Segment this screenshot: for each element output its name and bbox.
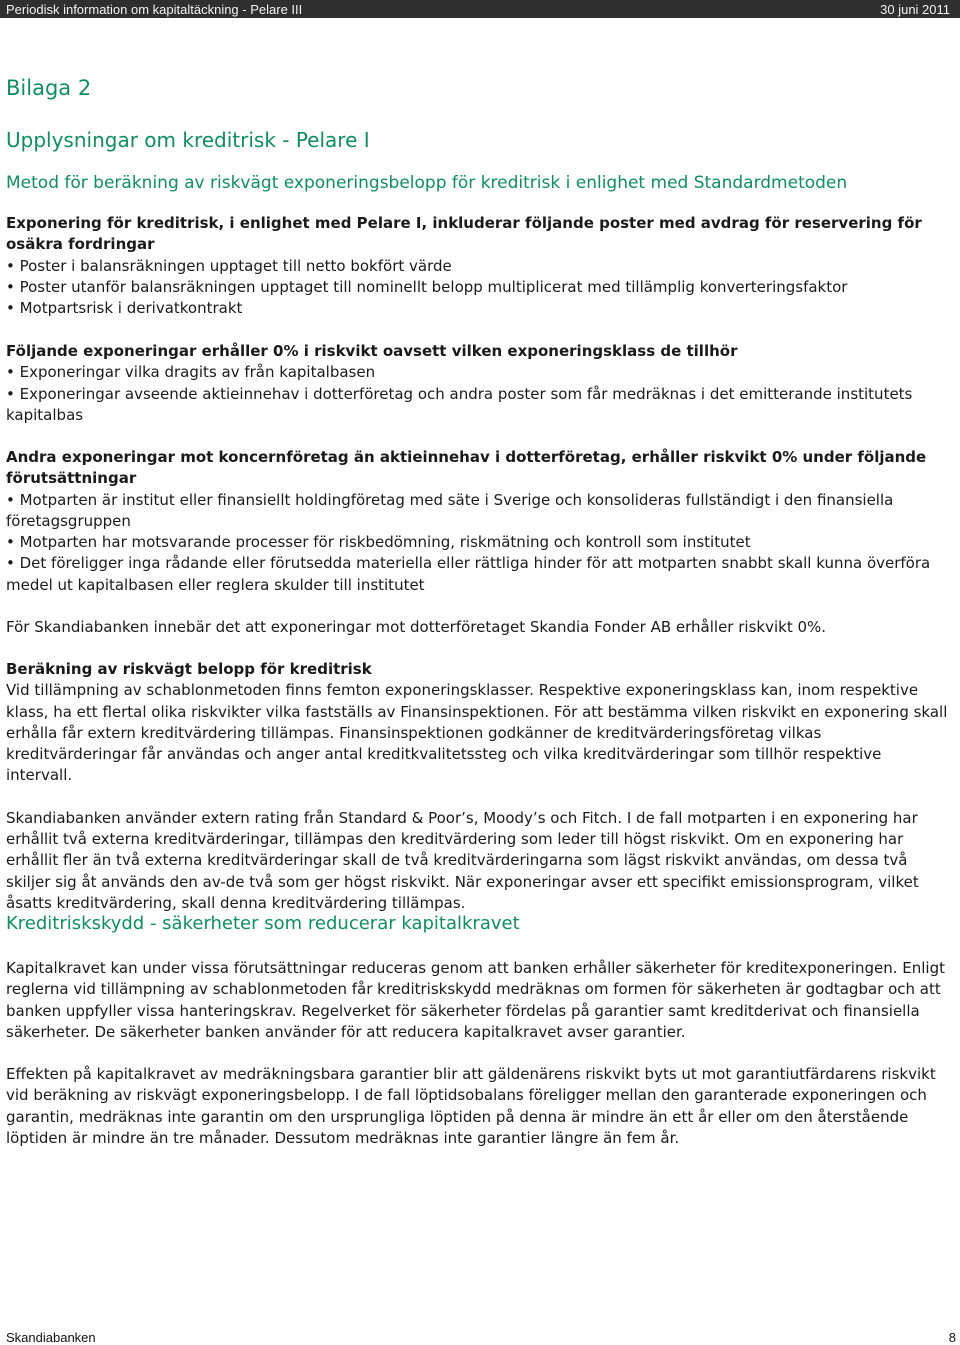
list-item: • Poster utanför balansräkningen upptaget till nominellt belopp multiplicerat med tillämplig konverteringsfaktor bbox=[6, 277, 848, 296]
kreditriskskydd-paragraph-2: Effekten på kapitalkravet av medräkningsbara garantier blir att gäldenärens riskvikt byts ut mot garantiutfärdarens riskvikt vid beräkning av riskvägt exponeringsbelopp. I de fall löptidsobalans föreligger mellan den garanterade exponeringen och garantin, medräknas inte garantin om den ursprungliga löptiden på denna är mindre än ett år eller om den återstående löptiden är mindre än tre månader. Dessutom medräknas inte garantier längre än fem år. bbox=[6, 1065, 936, 1148]
group-exposure-title: Andra exponeringar mot koncernföretag än aktieinnehav i dotterföretag, erhåller riskvikt 0% under följande förutsättningar bbox=[6, 448, 927, 488]
list-item: • Motparten är institut eller finansiellt holdingföretag med säte i Sverige och konsolideras fullständigt i den finansiella företagsgruppen bbox=[6, 490, 894, 530]
appendix-title: Bilaga 2 bbox=[6, 76, 92, 100]
section-heading-upplysningar: Upplysningar om kreditrisk - Pelare I bbox=[6, 128, 370, 152]
footer-company: Skandiabanken bbox=[6, 1329, 96, 1345]
exposure-section bbox=[6, 213, 952, 319]
section-heading-kreditriskskydd: Kreditriskskydd - säkerheter som reducerar kapitalkravet bbox=[6, 913, 520, 934]
berakning-paragraph-2: Skandiabanken använder extern rating från Standard & Poor’s, Moody’s och Fitch. I de fall motparten i en exponering har erhållit två externa kreditvärderingar, tillämpas den kreditvärdering som leder till högst riskvikt. Om en exponering har erhållit fler än två externa kreditvärderingar skall de två kreditvärderingarna som lägst riskvikt användas, om dessa två skiljer sig åt används den av-de två som ger högst riskvikt. När exponeringar avser ett specifikt emissionsprogram, vilket åsatts kreditvärdering, skall denna kreditvärdering tillämpas. bbox=[6, 808, 919, 912]
list-item: • Motparten har motsvarande processer för riskbedömning, riskmätning och kontroll som institutet bbox=[6, 533, 751, 552]
skandia-note-text: För Skandiabanken innebär det att exponeringar mot dotterföretaget Skandia Fonder AB erhåller riskvikt 0%. bbox=[6, 618, 827, 636]
section-heading-metod: Metod för beräkning av riskvägt exponeringsbelopp för kreditrisk i enlighet med Standardmetoden bbox=[6, 173, 848, 193]
page-number: 8 bbox=[948, 1329, 956, 1345]
list-item: • Det föreligger inga rådande eller förutsedda materiella eller rättliga hinder för att motparten snabbt skall kunna överföra medel ut kapitalbasen eller reglera skulder till institutet bbox=[6, 554, 931, 594]
zero-weight-title: Följande exponeringar erhåller 0% i riskvikt oavsett vilken exponeringsklass de tillhör bbox=[6, 342, 738, 360]
list-item: • Poster i balansräkningen upptaget till netto bokfört värde bbox=[6, 256, 452, 275]
list-item: • Exponeringar avseende aktieinnehav i dotterföretag och andra poster som får medräknas i det emitterande institutets kapitalbas bbox=[6, 384, 913, 424]
kreditriskskydd-paragraph-1: Kapitalkravet kan under vissa förutsättningar reduceras genom att banken erhåller säkerheter för kreditexponeringen. Enligt reglerna vid tillämpning av schablonmetoden får kreditriskskydd medräknas om formen för säkerheten är godtagbar och att banken uppfyller vissa hanteringskrav. Regelverket för säkerheter fördelas på garantier samt kreditderivat och finansiella säkerheter. De säkerheter banken använder för att reducera kapitalkravet avser garantier. bbox=[6, 959, 946, 1041]
list-item: • Exponeringar vilka dragits av från kapitalbasen bbox=[6, 363, 376, 382]
group-exposure-section bbox=[6, 447, 952, 596]
page-footer bbox=[0, 1330, 960, 1344]
berakning-title: Beräkning av riskvägt belopp för kreditrisk bbox=[6, 660, 372, 678]
page-header bbox=[0, 0, 960, 18]
list-item: • Motpartsrisk i derivatkontrakt bbox=[6, 299, 243, 318]
exposure-title: Exponering för kreditrisk, i enlighet med Pelare I, inkluderar följande poster med avdrag för reservering för osäkra fordringar bbox=[6, 214, 922, 254]
header-date: 30 juni 2011 bbox=[880, 1, 950, 17]
berakning-paragraph-1: Vid tillämpning av schablonmetoden finns femton exponeringsklasser. Respektive exponeringsklass kan, inom respektive klass, ha ett flertal olika riskvikter vilka fastställs av Finansinspektionen. För att bestämma vilken riskvikt en exponering skall erhålla får extern kreditvärdering tillämpas. Finansinspektionen godkänner de kreditvärderingsföretag vilkas kreditvärderingar får användas och anger antal kreditkvalitetssteg och vilka kreditvärderingar som tillhör respektive intervall. bbox=[6, 681, 948, 785]
zero-weight-section bbox=[6, 341, 952, 426]
header-document-title: Periodisk information om kapitaltäckning - Pelare III bbox=[6, 1, 303, 17]
kreditriskskydd-section bbox=[6, 958, 952, 1149]
skandia-note bbox=[6, 617, 952, 638]
berakning-section bbox=[6, 659, 952, 914]
